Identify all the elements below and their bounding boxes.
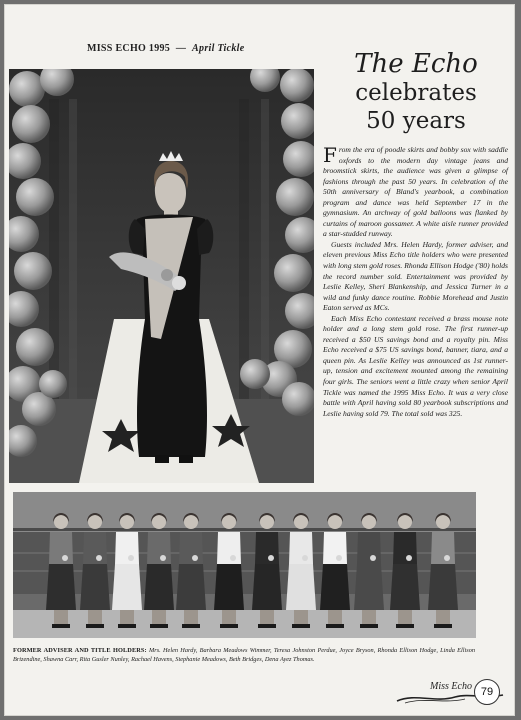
group-photo bbox=[13, 492, 476, 638]
title-line-1: The Echo bbox=[354, 49, 478, 79]
article-paragraph: From the era of poodle skirts and bobby sox with saddle oxfords to the modern day vintage jeans and broomstick skirts, the audience was given a glimpse of fashions through the past 50 years. In celebration of the 50th anniversary of Bland's yearbook, a combination program and dance was held September 17 in the gymnasium. An archway of gold balloons was flanked by curtains of maroon gossamer. A white aisle runner provided a star-studded runway. bbox=[323, 143, 508, 239]
yearbook-page bbox=[4, 4, 515, 716]
running-head bbox=[87, 43, 244, 54]
caption-lead: FORMER ADVISER AND TITLE HOLDERS: bbox=[13, 647, 147, 654]
queen-photo-illustration bbox=[9, 69, 314, 483]
title-line-2: celebrates bbox=[355, 80, 477, 106]
article-title bbox=[327, 49, 505, 135]
queen-photo bbox=[9, 69, 314, 483]
running-head-publication: MISS ECHO 1995 bbox=[87, 43, 171, 54]
title-line-3: 50 years bbox=[366, 108, 466, 134]
page-number: 79 bbox=[474, 679, 500, 705]
article-paragraph: Guests included Mrs. Helen Hardy, former adviser, and eleven previous Miss Echo title holders who were presented with long stem gold roses. Rhonda Ellison Hodge ('80) holds the record number sold. Entertainment was provided by Leslie Kelley, Sheri Blankenship, and Jessica Turner in a wild and funky dance routine. Robbie Morehead and Justin Eaton served as MCs. bbox=[323, 239, 508, 313]
caption-names: Mrs. Helen Hardy, Barbara Meadows Wimmer, Teresa Johnston Perdue, Joyce Bryson, Rhonda Ellison Hodge, Linda Ellison Brizendine, Shawna Carr, Rita Gusler Nunley, Rachael Havens, Stephanie Meadows, Beth Bridges, Dena Ayez Thomas. bbox=[13, 647, 475, 663]
running-head-subject: April Tickle bbox=[192, 43, 245, 54]
article-body bbox=[323, 145, 508, 419]
article-paragraph: Each Miss Echo contestant received a brass mouse note holder and a long stem gold rose. The first runner-up received a $50 US savings bond and a royalty pin. Miss Echo received a $75 US savings bond, banner, tiara, and a queen pin. As Leslie Kelley was announced as 1st runner-up, tension and excitement mounted among the remaining four girls. The seniors went a little crazy when senior April Tickle was named the 1995 Miss Echo. It was a very close battle with April having sold 80 yearbook subscriptions and Leslie having sold 79. The total sold was 325. bbox=[323, 313, 508, 418]
drop-cap: F bbox=[323, 143, 337, 167]
folio-title: Miss Echo bbox=[430, 681, 472, 692]
running-head-separator: — bbox=[175, 43, 187, 54]
group-photo-illustration bbox=[13, 492, 476, 638]
photo-caption bbox=[13, 647, 475, 664]
